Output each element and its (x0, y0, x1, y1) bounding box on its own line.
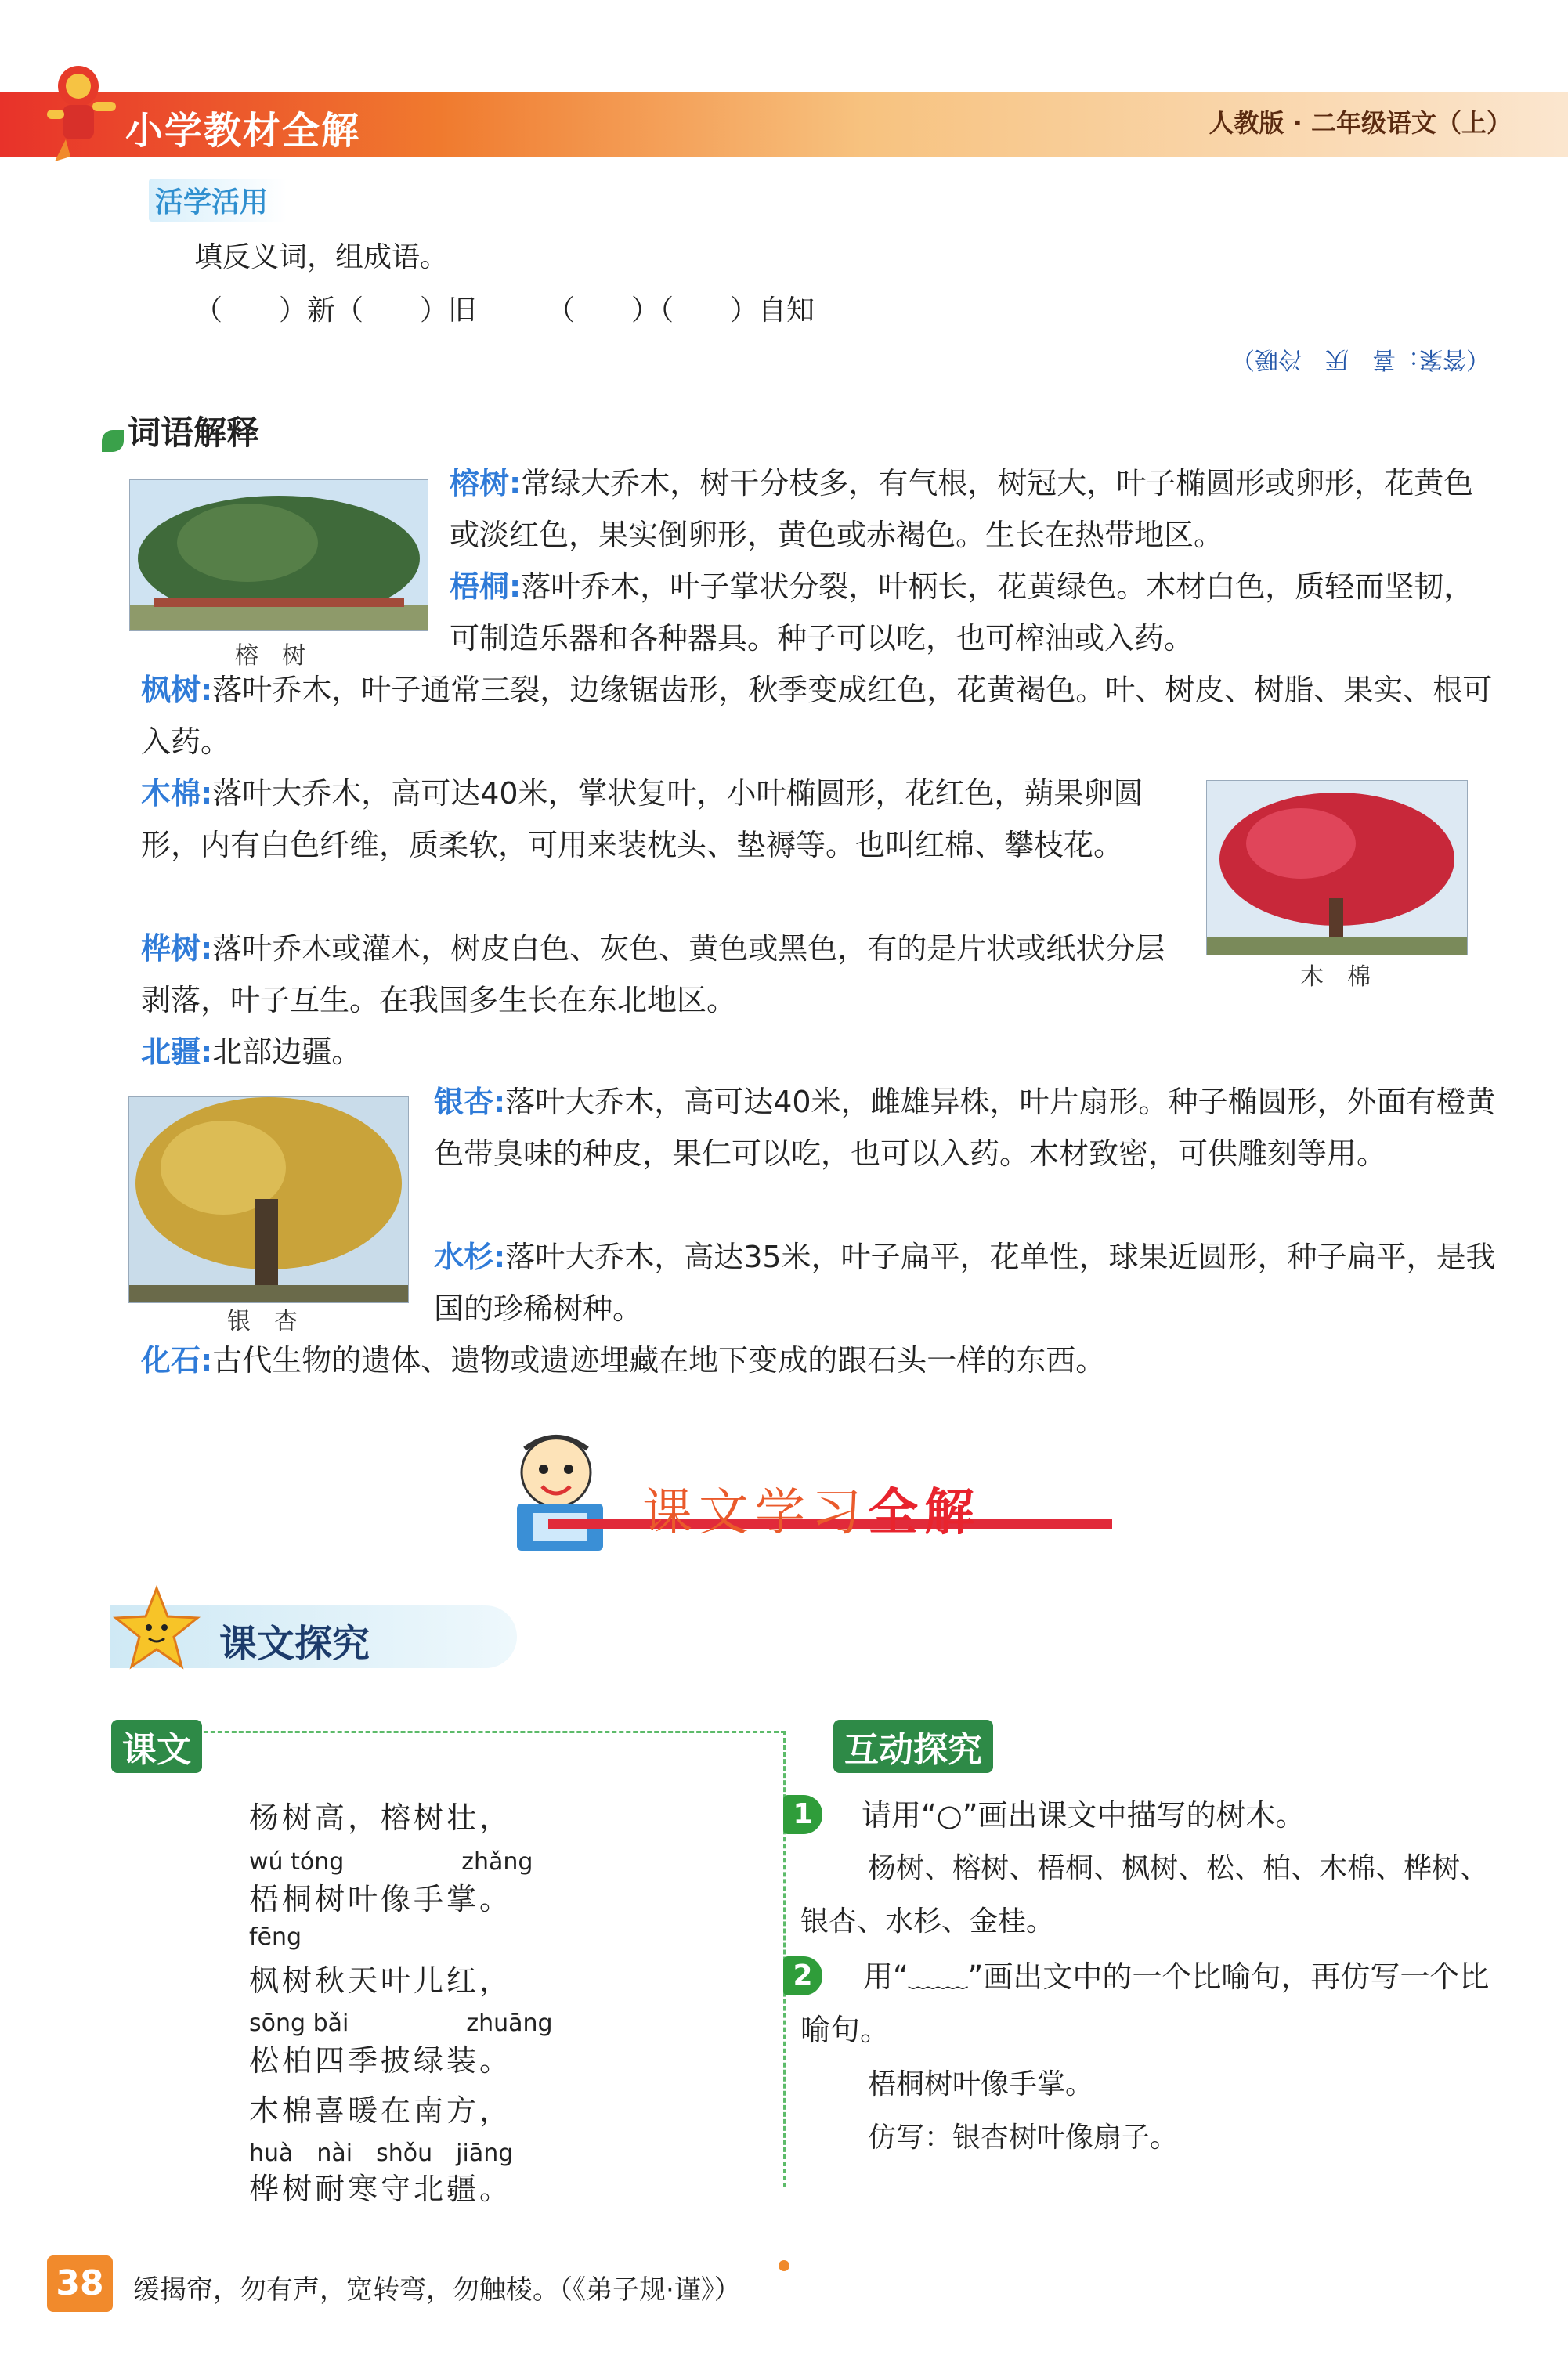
vocab-term: 银杏: (434, 1085, 506, 1119)
poem-pinyin: wú tóng zhǎng (249, 1848, 533, 1876)
vocab-definition: 落叶乔木，叶子通常三裂，边缘锯齿形，秋季变成红色，花黄褐色。叶、树皮、树脂、果实、根可入药。 (141, 673, 1493, 759)
question-number: 2 (783, 1956, 822, 1995)
vocab-term: 北疆: (141, 1035, 213, 1069)
banner-text: 课文学习 (642, 1484, 868, 1542)
banyan-caption: 榕树 (235, 642, 329, 670)
poem-pinyin: sōng bǎi zhuāng (249, 2010, 553, 2037)
mascot-icon (31, 55, 125, 164)
vocab-item (141, 1026, 1504, 1078)
question-answer: 杨树、榕树、梧桐、枫树、松、柏、木棉、桦树、银杏、水杉、金桂。 (800, 1852, 1489, 1938)
footer-quote: 缓揭帘，勿有声，宽转弯，勿触棱。（《弟子规·谨》） (133, 2274, 741, 2306)
vocab-term: 水杉: (434, 1240, 506, 1274)
footer-dot (779, 2260, 789, 2271)
vocab-title: 词语解释 (128, 414, 260, 452)
banyan-photo (129, 479, 428, 631)
vocab-item (450, 561, 1499, 664)
vocab-definition: 北部边疆。 (212, 1035, 362, 1069)
poem-line: 松柏四季披绿装。 (249, 2043, 513, 2078)
question-text: 用“﹏﹏”画出文中的一个比喻句，再仿写一个比喻句。 (800, 1959, 1490, 2047)
page-number: 38 (47, 2255, 113, 2312)
vocab-definition: 落叶大乔木，高达35米，叶子扁平，花单性，球果近圆形，种子扁平，是我国的珍稀树种。 (434, 1240, 1496, 1326)
poem-line: 木棉喜暖在南方， (249, 2093, 513, 2128)
text-tag: 课文 (111, 1720, 202, 1773)
vocab-item (450, 457, 1499, 561)
ginkgo-photo (128, 1096, 409, 1303)
exercise-line: （ ）新（ ）旧 （ ）（ ）自知 (194, 294, 815, 327)
kapok-photo (1206, 780, 1468, 955)
poem-pinyin: fēng (249, 1923, 302, 1951)
edition-label: 人教版 · 二年级语文（上） (1209, 108, 1512, 138)
question-text: 请用“○”画出课文中描写的树木。 (862, 1798, 1306, 1833)
poem-pinyin: huà nài shǒu jiāng (249, 2140, 514, 2167)
vocab-item (434, 1076, 1504, 1179)
vocab-definition: 落叶乔木，叶子掌状分裂，叶柄长，花黄绿色。木材白色，质轻而坚韧，可制造乐器和各种器具。种子可以吃，也可榨油或入药。 (450, 569, 1474, 656)
vocab-definition: 落叶乔木或灌木，树皮白色、灰色、黄色或黑色，有的是片状或纸状分层剥落，叶子互生。在我国多生长在东北地区。 (141, 931, 1165, 1017)
exercise-instruction: 填反义词，组成语。 (194, 241, 449, 273)
vocab-term: 化石: (141, 1343, 213, 1378)
star-icon (110, 1582, 204, 1676)
kapok-caption: 木棉 (1300, 963, 1394, 991)
poem-line: 桦树耐寒守北疆。 (249, 2172, 513, 2206)
vocab-item (434, 1231, 1504, 1334)
vocab-definition: 落叶大乔木，高可达40米，雌雄异株，叶片扇形。种子椭圆形，外面有橙黄色带臭味的种皮，果仁可以吃，也可以入药。木材致密，可供雕刻等用。 (434, 1085, 1496, 1171)
vocab-item (141, 1334, 1504, 1386)
exercise-tag: 活学活用 (149, 179, 287, 222)
poem-line: 枫树秋天叶儿红， (249, 1963, 513, 1998)
banner-bold: 全解 (868, 1484, 981, 1542)
vocab-definition: 古代生物的遗体、遗物或遗迹埋藏在地下变成的跟石头一样的东西。 (212, 1343, 1106, 1378)
vocab-term: 桦树: (141, 931, 213, 966)
ginkgo-caption: 银杏 (227, 1308, 321, 1335)
question-answer: 梧桐树叶像手掌。 (868, 2068, 1094, 2100)
vocab-term: 梧桐: (450, 569, 522, 604)
poem-line: 梧桐树叶像手掌。 (249, 1882, 513, 1916)
vocab-definition: 常绿大乔木，树干分枝多，有气根，树冠大，叶子椭圆形或卵形，花黄色或淡红色，果实倒卵形，黄色或赤褐色。生长在热带地区。 (450, 466, 1474, 552)
vocab-item (141, 767, 1190, 871)
book-title: 小学教材全解 (125, 109, 361, 153)
vocab-item (141, 923, 1190, 1026)
vocab-item (141, 664, 1504, 767)
vocab-term: 木棉: (141, 776, 213, 811)
vocab-term: 枫树: (141, 673, 213, 707)
explore-title: 课文探究 (219, 1622, 370, 1666)
question-answer: 仿写：银杏树叶像扇子。 (868, 2122, 1179, 2154)
exercise-answer: （答案：喜 厌 冷暖） (1231, 345, 1490, 373)
reading-kid-icon (486, 1425, 619, 1558)
leaf-icon (102, 430, 124, 452)
banner-title (642, 1472, 981, 1544)
interact-tag: 互动探究 (833, 1720, 993, 1773)
vocab-definition: 落叶大乔木，高可达40米，掌状复叶，小叶椭圆形，花红色，蒴果卵圆形，内有白色纤维，质柔软，可用来装枕头、垫褥等。也叫红棉、攀枝花。 (141, 776, 1143, 862)
vocab-heading (102, 407, 259, 454)
question-number: 1 (783, 1795, 822, 1834)
poem-line: 杨树高，榕树壮， (249, 1800, 513, 1835)
vocab-term: 榕树: (450, 466, 522, 500)
